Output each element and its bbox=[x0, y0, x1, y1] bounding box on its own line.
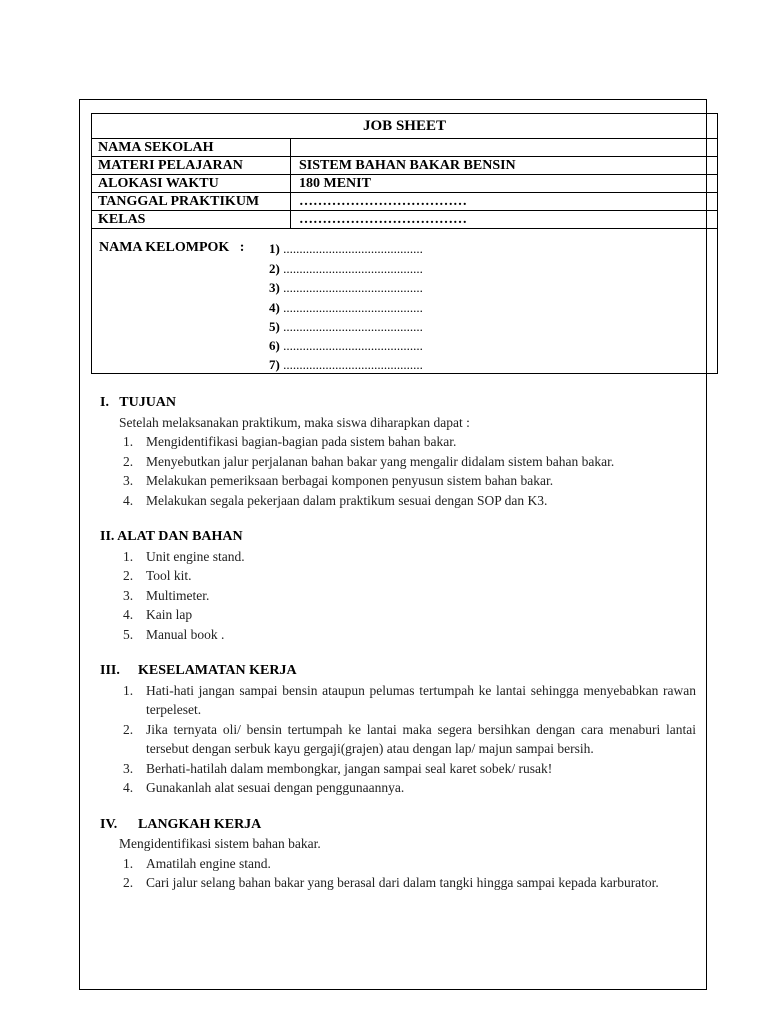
job-sheet-title: JOB SHEET bbox=[92, 114, 717, 139]
member-blank: ........................................... bbox=[283, 338, 423, 353]
section-number: II. bbox=[100, 529, 115, 544]
info-row-materi bbox=[92, 157, 717, 175]
section-heading: TUJUAN bbox=[119, 395, 177, 410]
job-sheet-header-table bbox=[91, 113, 718, 374]
tujuan-list bbox=[100, 432, 696, 510]
list-number: 1. bbox=[123, 548, 134, 564]
member-number: 2) bbox=[269, 261, 280, 276]
list-number: 3. bbox=[123, 473, 134, 488]
member-number: 4) bbox=[269, 300, 280, 315]
member-blank: ........................................... bbox=[283, 319, 423, 334]
langkah-list bbox=[100, 854, 696, 893]
member-number: 5) bbox=[269, 319, 280, 334]
list-number: 3. bbox=[123, 760, 134, 776]
list-text: Kain lap bbox=[146, 607, 193, 622]
section-intro: Mengidentifikasi sistem bahan bakar. bbox=[119, 836, 321, 851]
section-title-langkah bbox=[100, 815, 696, 835]
list-item bbox=[100, 452, 696, 472]
list-item bbox=[100, 566, 696, 586]
list-item bbox=[100, 625, 696, 645]
member-number: 1) bbox=[269, 241, 280, 256]
list-number: 2. bbox=[123, 453, 134, 469]
list-number: 1. bbox=[123, 855, 134, 871]
section-title-tujuan bbox=[100, 393, 696, 413]
list-number: 1. bbox=[123, 682, 134, 698]
list-item bbox=[100, 681, 696, 720]
info-value: 180 MENIT bbox=[299, 176, 371, 191]
info-row-alokasi bbox=[92, 175, 717, 193]
section-heading: LANGKAH KERJA bbox=[138, 816, 262, 832]
list-item bbox=[100, 491, 696, 511]
list-text: Hati-hati jangan sampai bensin ataupun pelumas tertumpah ke lantai sehingga menyebabkan rawan terpeleset. bbox=[146, 682, 696, 717]
info-label: MATERI PELAJARAN bbox=[98, 158, 243, 173]
list-item bbox=[100, 854, 696, 874]
info-label: TANGGAL PRAKTIKUM bbox=[98, 194, 260, 209]
list-number: 4. bbox=[123, 492, 134, 508]
member-number: 3) bbox=[269, 280, 280, 295]
section-number: I. bbox=[100, 395, 109, 410]
info-value: ……………………………… bbox=[299, 194, 467, 209]
member-line bbox=[269, 261, 423, 277]
nama-kelompok-label: NAMA KELOMPOK : bbox=[99, 240, 245, 255]
member-blank: ........................................... bbox=[283, 357, 423, 372]
list-text: Manual book . bbox=[146, 626, 225, 642]
section-heading: KESELAMATAN KERJA bbox=[138, 663, 297, 678]
list-number: 2. bbox=[123, 875, 134, 890]
info-row-nama-sekolah bbox=[92, 139, 717, 157]
list-item bbox=[100, 873, 696, 893]
list-item bbox=[100, 759, 696, 779]
section-intro: Setelah melaksanakan praktikum, maka siswa diharapkan dapat : bbox=[119, 414, 470, 430]
info-label: KELAS bbox=[98, 212, 146, 227]
list-text: Gunakanlah alat sesuai dengan penggunaannya. bbox=[146, 780, 405, 795]
list-number: 2. bbox=[123, 568, 134, 583]
list-text: Menyebutkan jalur perjalanan bahan bakar yang mengalir didalam sistem bahan bakar. bbox=[146, 453, 615, 469]
list-number: 4. bbox=[123, 607, 134, 622]
list-item bbox=[100, 778, 696, 798]
member-number: 6) bbox=[269, 338, 280, 353]
list-text: Melakukan pemeriksaan berbagai komponen penyusun sistem bahan bakar. bbox=[146, 473, 554, 488]
member-line bbox=[269, 357, 423, 373]
job-sheet-body bbox=[100, 393, 696, 893]
member-blank: ........................................... bbox=[283, 280, 423, 295]
list-item bbox=[100, 471, 696, 491]
info-row-tanggal bbox=[92, 193, 717, 211]
list-item bbox=[100, 547, 696, 567]
list-text: Cari jalur selang bahan bakar yang berasal dari dalam tangki hingga sampai kepada karburator. bbox=[146, 875, 659, 890]
list-text: Tool kit. bbox=[146, 568, 192, 583]
list-number: 2. bbox=[123, 721, 134, 737]
keselamatan-list bbox=[100, 681, 696, 798]
member-number: 7) bbox=[269, 357, 280, 372]
member-line bbox=[269, 319, 423, 335]
list-number: 3. bbox=[123, 587, 134, 603]
member-blank: ........................................... bbox=[283, 300, 423, 315]
member-blank: ........................................... bbox=[283, 241, 423, 256]
list-text: Melakukan segala pekerjaan dalam praktikum sesuai dengan SOP dan K3. bbox=[146, 492, 548, 508]
info-label: NAMA SEKOLAH bbox=[98, 140, 214, 155]
list-item bbox=[100, 432, 696, 452]
section-heading: ALAT DAN BAHAN bbox=[117, 529, 243, 544]
info-value: SISTEM BAHAN BAKAR BENSIN bbox=[299, 158, 516, 173]
info-label: ALOKASI WAKTU bbox=[98, 176, 219, 191]
member-line bbox=[269, 300, 423, 316]
list-text: Berhati-hatilah dalam membongkar, jangan sampai seal karet sobek/ rusak! bbox=[146, 760, 553, 776]
list-text: Amatilah engine stand. bbox=[146, 855, 271, 871]
list-text: Mengidentifikasi bagian-bagian pada sistem bahan bakar. bbox=[146, 434, 457, 449]
member-line bbox=[269, 241, 423, 257]
list-number: 5. bbox=[123, 626, 134, 642]
section-number: III. bbox=[100, 663, 120, 678]
list-item bbox=[100, 720, 696, 759]
list-item bbox=[100, 586, 696, 606]
list-text: Jika ternyata oli/ bensin tertumpah ke lantai maka segera bersihkan dengan cara menaburi lantai tersebut dengan serbuk kayu gergaji(grajen) atau dengan lap/ majun sampai bersih. bbox=[146, 721, 696, 756]
section-title-keselamatan bbox=[100, 661, 696, 681]
list-item bbox=[100, 605, 696, 625]
list-number: 1. bbox=[123, 434, 134, 449]
section-title-alat bbox=[100, 527, 696, 547]
member-line bbox=[269, 280, 423, 296]
info-value: ……………………………… bbox=[299, 212, 467, 227]
section-number: IV. bbox=[100, 816, 118, 832]
alat-list bbox=[100, 547, 696, 645]
info-row-kelas bbox=[92, 211, 717, 229]
list-number: 4. bbox=[123, 780, 134, 795]
list-text: Unit engine stand. bbox=[146, 548, 245, 564]
member-blank: ........................................... bbox=[283, 261, 423, 276]
member-line bbox=[269, 338, 423, 354]
list-text: Multimeter. bbox=[146, 587, 210, 603]
